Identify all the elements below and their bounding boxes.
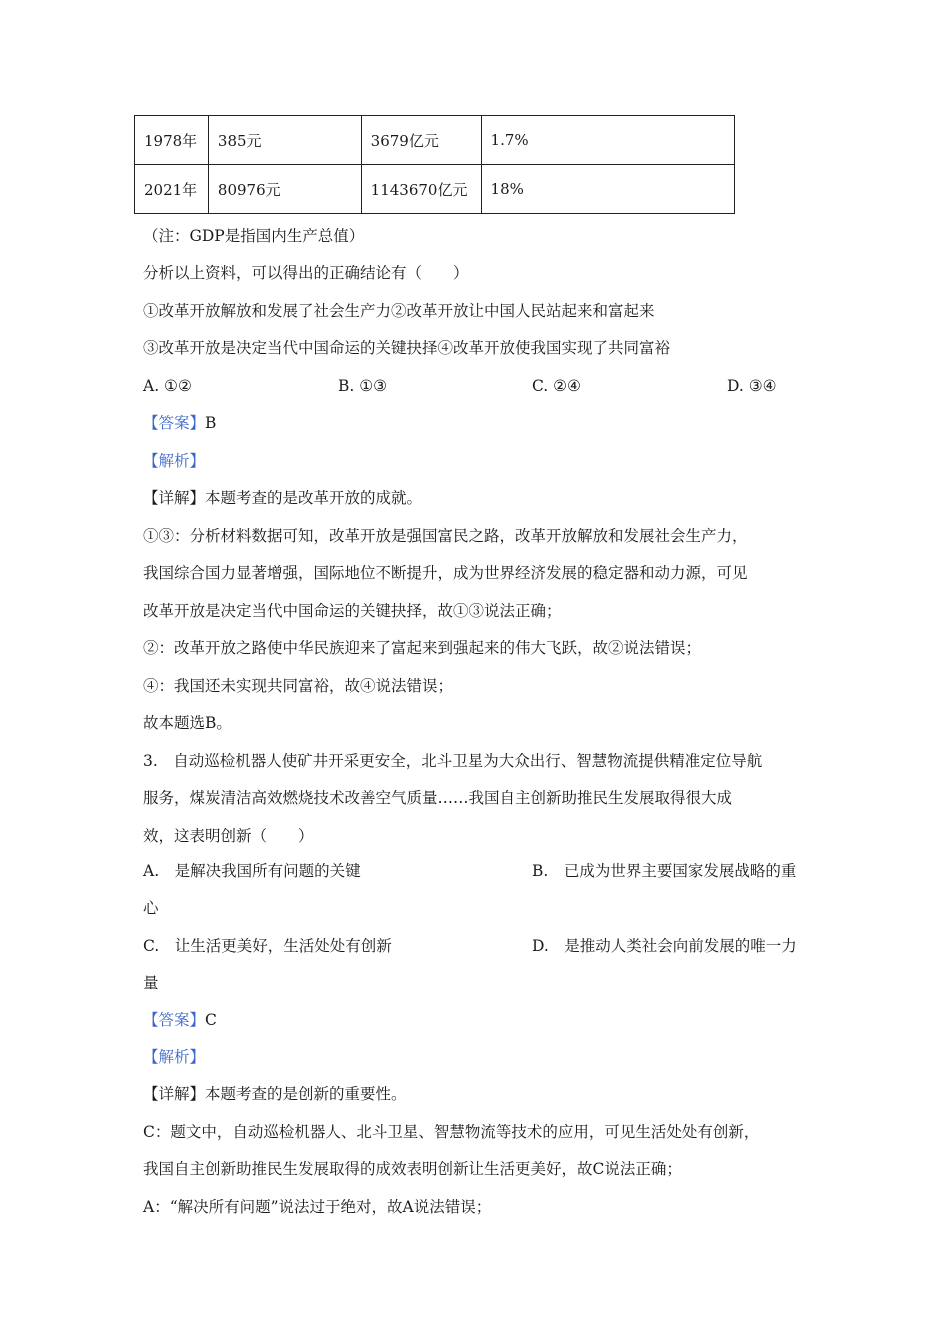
table-cell: 3679亿元 <box>361 116 481 165</box>
detail-line <box>143 1084 407 1104</box>
option-c: C. ②④ <box>532 377 581 395</box>
question-stem: 3. 自动巡检机器人使矿井开采更安全，北斗卫星为大众出行、智慧物流提供精准定位导航 <box>143 752 763 770</box>
explanation-line: A：“解决所有问题”说法过于绝对，故A说法错误； <box>143 1198 492 1216</box>
detail-text: 本题考查的是改革开放的成就。 <box>205 489 423 507</box>
analysis-label: 【解析】 <box>143 1048 206 1066</box>
table-row <box>135 116 735 165</box>
detail-label: 【详解】 <box>143 1085 206 1103</box>
question-stem: 分析以上资料，可以得出的正确结论有（ ） <box>143 264 469 282</box>
answer-line <box>143 1010 217 1030</box>
question-stem: 服务，煤炭清洁高效燃烧技术改善空气质量……我国自主创新助推民生发展取得很大成 <box>143 789 733 807</box>
answer-value: B <box>205 414 217 432</box>
option-d: D. ③④ <box>727 377 777 395</box>
table-row <box>135 165 735 214</box>
detail-label: 【详解】 <box>143 489 206 507</box>
gdp-table <box>134 115 735 214</box>
option-c: C. 让生活更美好，生活处处有创新 <box>143 937 392 955</box>
table-cell: 18% <box>481 165 734 214</box>
answer-value: C <box>205 1011 217 1029</box>
detail-line <box>143 488 422 508</box>
detail-text: 本题考查的是创新的重要性。 <box>205 1085 407 1103</box>
statement-line: ③改革开放是决定当代中国命运的关键抉择④改革开放使我国实现了共同富裕 <box>143 339 671 357</box>
table-cell: 80976元 <box>208 165 361 214</box>
explanation-line: 改革开放是决定当代中国命运的关键抉择，故①③说法正确； <box>143 602 562 620</box>
explanation-line: 我国综合国力显著增强，国际地位不断提升，成为世界经济发展的稳定器和动力源，可见 <box>143 564 748 582</box>
explanation-line: ④：我国还未实现共同富裕，故④说法错误； <box>143 677 454 695</box>
explanation-line: ①③：分析材料数据可知，改革开放是强国富民之路，改革开放解放和发展社会生产力， <box>143 527 748 545</box>
option-b-wrap: 心 <box>143 899 159 917</box>
answer-line <box>143 413 216 433</box>
explanation-line: C：题文中，自动巡检机器人、北斗卫星、智慧物流等技术的应用，可见生活处处有创新， <box>143 1123 760 1141</box>
table-cell: 2021年 <box>135 165 209 214</box>
answer-label: 【答案】 <box>143 1011 206 1029</box>
table-cell: 1143670亿元 <box>361 165 481 214</box>
option-d-wrap: 量 <box>143 974 159 992</box>
option-a: A. ①② <box>143 377 192 395</box>
table-cell: 385元 <box>208 116 361 165</box>
option-d: D. 是推动人类社会向前发展的唯一力 <box>532 937 797 955</box>
table-cell: 1.7% <box>481 116 734 165</box>
question-stem: 效，这表明创新（ ） <box>143 827 314 845</box>
option-b: B. ①③ <box>338 377 388 395</box>
statement-line: ①改革开放解放和发展了社会生产力②改革开放让中国人民站起来和富起来 <box>143 302 655 320</box>
explanation-line: 我国自主创新助推民生发展取得的成效表明创新让生活更美好，故C说法正确； <box>143 1160 682 1178</box>
table-note: （注：GDP是指国内生产总值） <box>143 227 365 245</box>
analysis-label: 【解析】 <box>143 452 206 470</box>
option-b: B. 已成为世界主要国家发展战略的重 <box>532 862 797 880</box>
conclusion-line: 故本题选B。 <box>143 714 232 732</box>
table-cell: 1978年 <box>135 116 209 165</box>
answer-label: 【答案】 <box>143 414 206 432</box>
explanation-line: ②：改革开放之路使中华民族迎来了富起来到强起来的伟大飞跃，故②说法错误； <box>143 639 702 657</box>
option-a: A. 是解决我国所有问题的关键 <box>143 862 361 880</box>
